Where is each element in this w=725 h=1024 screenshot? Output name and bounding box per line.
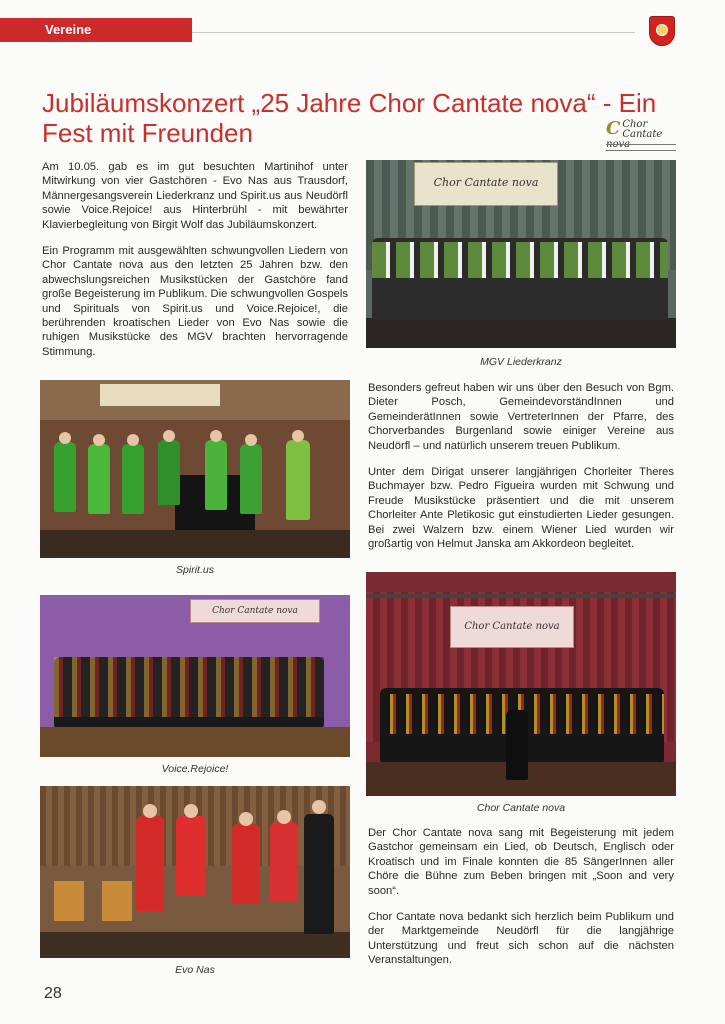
photo-voice-rejoice: Chor Cantate nova xyxy=(40,595,350,757)
paragraph: Besonders gefreut haben wir uns über den Besuch von Bgm. Dieter Posch, GemeindevorständInnen und GemeinderätInnen sowie VertreterInnen der Pfarre, des Chorverbandes Burgenland sowie einiger Vereine aus Neudörfl – und natürlich unserem treuen Publikum. xyxy=(368,382,674,452)
photo-mgv-liederkranz: Chor Cantate nova xyxy=(366,160,676,348)
photo-caption: MGV Liederkranz xyxy=(480,356,562,368)
paragraph: Chor Cantate nova bedankt sich herzlich beim Publikum und der Marktgemeinde Neudörfl für die langjährige Unterstützung und freut sich schon auf die nächsten Veranstaltungen. xyxy=(368,911,674,967)
paragraph: Der Chor Cantate nova sang mit Begeisterung mit jedem Gastchor gemeinsam ein Lied, ob Deutsch, Englisch oder Kroatisch und im Finale konnten die 85 SängerInnen aller Chöre die Bühne zum Beben bringen mit „Soon and very soon“. xyxy=(368,827,674,897)
article-title: Jubiläumskonzert „25 Jahre Chor Cantate nova“ - Ein Fest mit Freunden xyxy=(42,88,657,148)
left-text-column xyxy=(42,160,348,371)
paragraph: Am 10.05. gab es im gut besuchten Martinihof unter Mitwirkung von vier Gastchören - Evo Nas aus Trausdorf, Männergesangsverein Liederkranz und Spirit.us aus Neudörfl sowie Voice.Rejoice! aus Hinterbrühl - mit bewährter Klavierbegleitung von Birgit Wolf das Jubiläumskonzert. xyxy=(42,161,348,231)
photo-caption: Evo Nas xyxy=(175,964,215,976)
municipality-crest-icon xyxy=(649,16,675,46)
photo-caption: Spirit.us xyxy=(176,564,214,576)
page-number: 28 xyxy=(44,985,62,1002)
right-text-column-upper xyxy=(368,381,674,563)
header-rule xyxy=(192,32,635,33)
right-text-column-lower xyxy=(368,826,674,980)
photo-spirit-us xyxy=(40,380,350,558)
photo-caption: Chor Cantate nova xyxy=(476,802,566,814)
choir-logo: C Chor Cantate nova xyxy=(606,120,678,150)
photo-evo-nas xyxy=(40,786,350,958)
photo-chor-cantate-nova: Chor Cantate nova xyxy=(366,572,676,796)
section-label: Vereine xyxy=(0,18,192,42)
paragraph: Ein Programm mit ausgewählten schwungvollen Liedern von Chor Cantate nova aus den letzten 25 Jahren bzw. den abwechslungsreichen Musikstücken der Gastchöre fand große Begeisterung im Publikum. Die schwungvollen Gospels und Spirituals von Spirit.us und Voice.Rejoice!, die berührenden kroatischen Lieder von Evo Nas sowie die ruhigen Musikstücke des MGV brachten hervorragende Stimmung. xyxy=(42,245,348,358)
paragraph: Unter dem Dirigat unserer langjährigen Chorleiter Theres Buchmayer bzw. Pedro Figueira wurden mit Schwung und Freude Musikstücke präsentiert und die mit unserem Chorleiter Ante Pletikosic gut einstudierten Lieder gesungen. Bei zwei Walzern bzw. einem Wiener Lied wurden wir großartig von Helmut Janska am Akkordeon begleitet. xyxy=(368,466,674,551)
photo-caption: Voice.Rejoice! xyxy=(161,763,229,775)
